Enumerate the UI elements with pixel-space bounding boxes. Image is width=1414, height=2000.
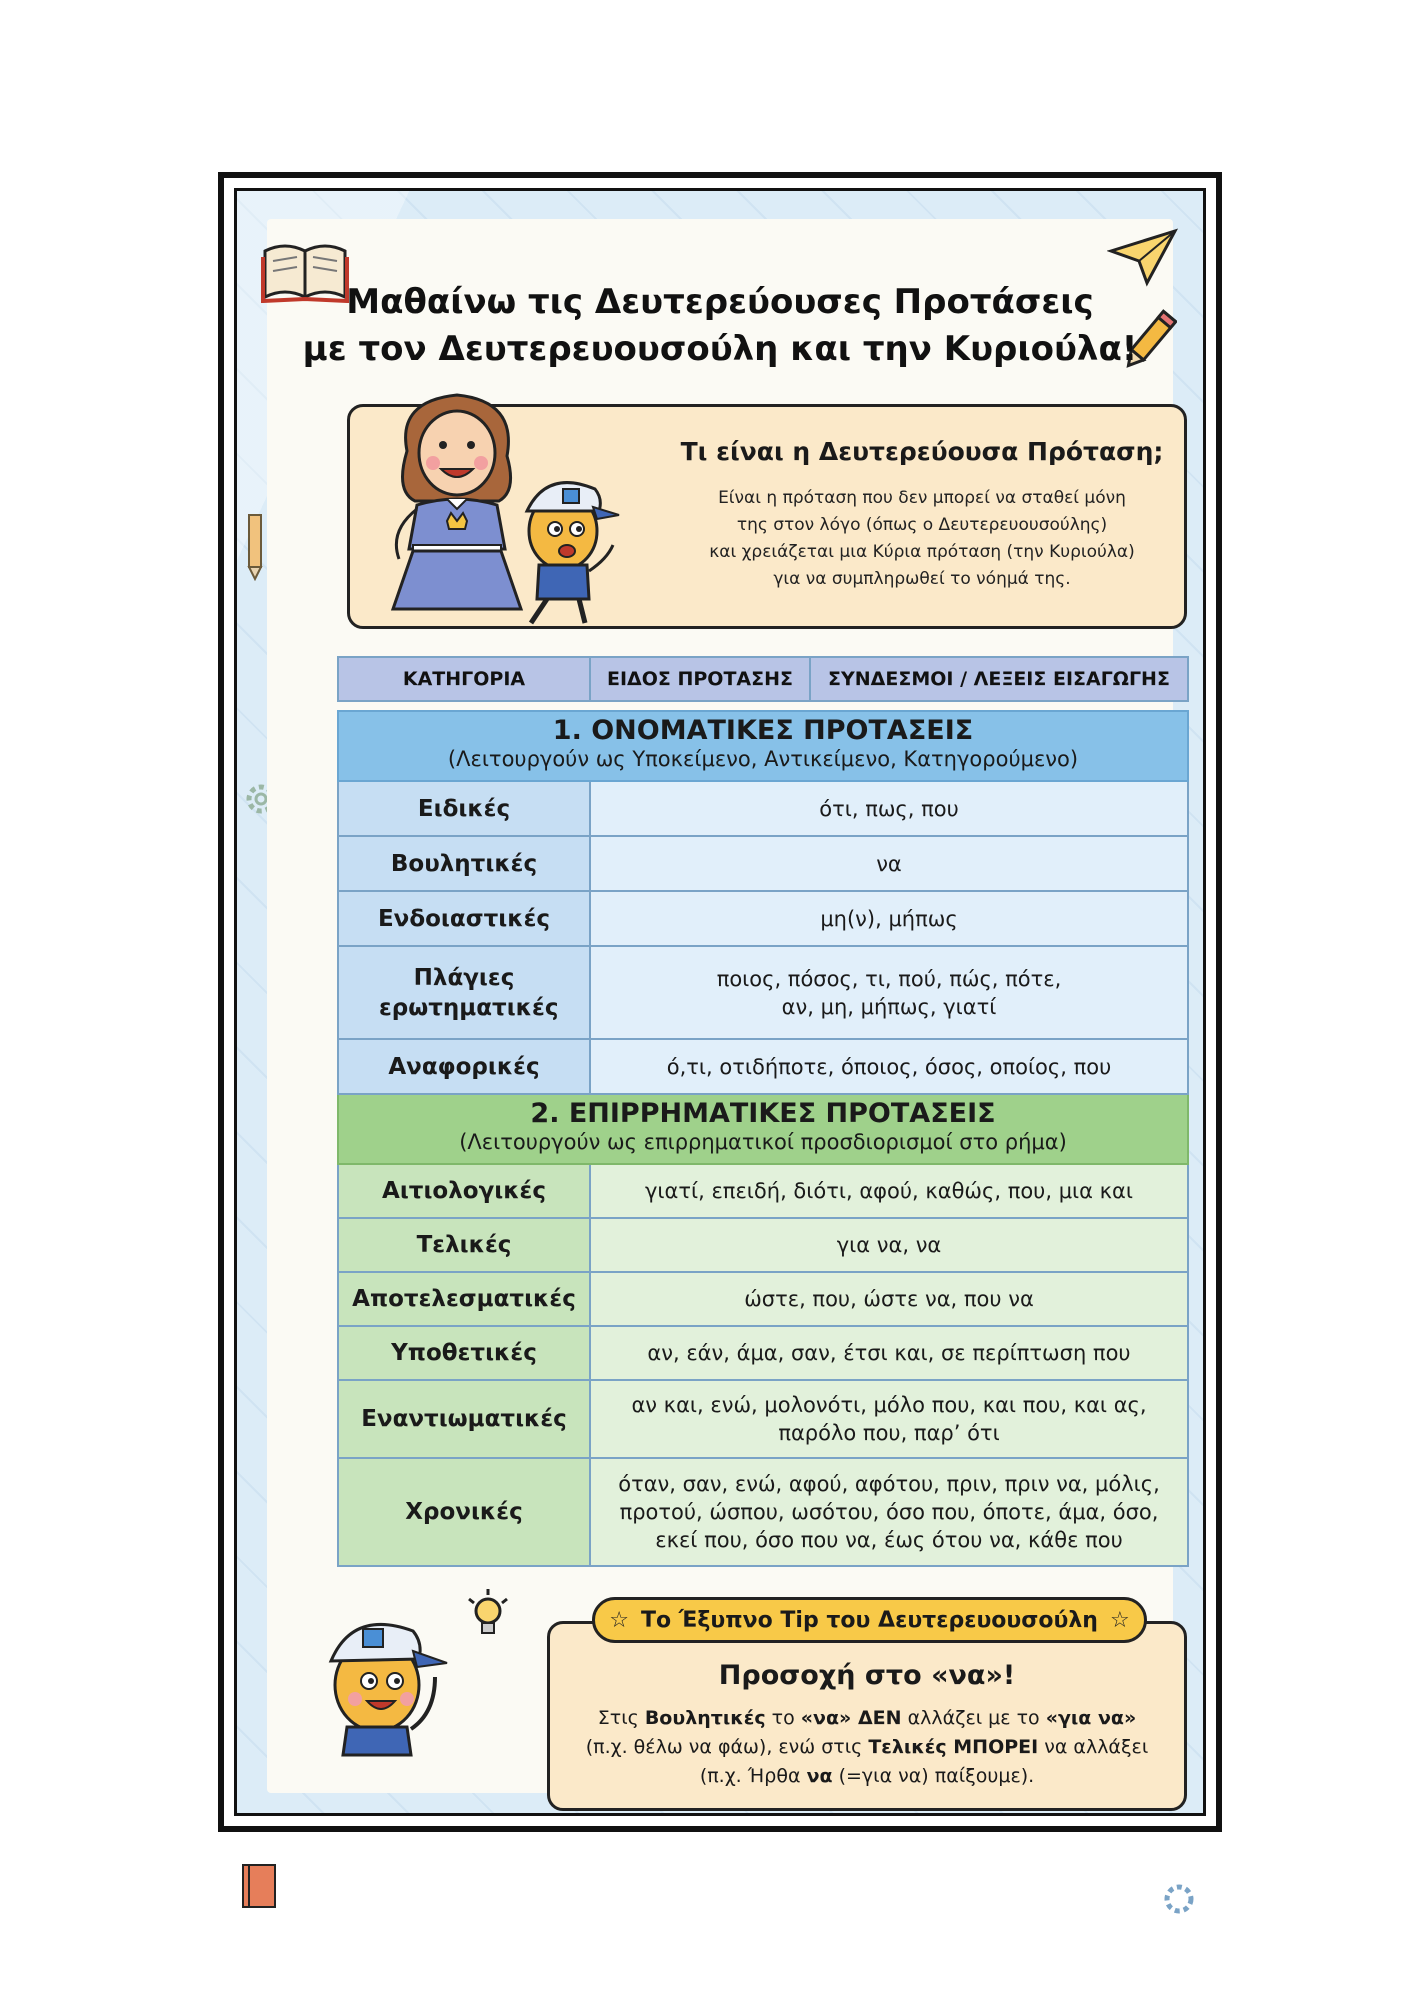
section-subtitle: (Λειτουργούν ως επιρρηματικοί προσδιορισμοί στο ρήμα): [459, 1130, 1067, 1154]
clause-category: Βουλητικές: [338, 836, 590, 891]
section-heading-row: [338, 1094, 1188, 1164]
tip-text-span: (π.χ. Ήρθα: [699, 1765, 807, 1787]
table-row: [338, 1380, 1188, 1458]
table-row: [338, 781, 1188, 836]
section-title: 1. ΟΝΟΜΑΤΙΚΕΣ ΠΡΟΤΑΣΕΙΣ: [552, 715, 974, 746]
clauses-table: [337, 656, 1189, 1567]
clause-conjunctions: μη(ν), μήπως: [590, 891, 1188, 946]
nominal-clauses-section: [338, 701, 1188, 1094]
lightbulb-icon: [463, 1587, 513, 1643]
clause-conjunctions: για να, να: [590, 1218, 1188, 1272]
tip-line-2: [568, 1733, 1166, 1762]
table-header-row: [338, 657, 1188, 701]
clause-conjunctions: ώστε, που, ώστε να, που να: [590, 1272, 1188, 1326]
section-heading-row: [338, 711, 1188, 781]
clause-category: Ενδοιαστικές: [338, 891, 590, 946]
intro-heading: Τι είναι η Δευτερεύουσα Πρόταση;: [680, 437, 1164, 466]
column-header-category: ΚΑΤΗΓΟΡΙΑ: [338, 657, 590, 701]
clause-conjunctions: αν και, ενώ, μολονότι, μόλο που, και που, και ας, παρόλο που, παρ’ ότι: [590, 1380, 1188, 1458]
section-subtitle: (Λειτουργούν ως Υποκείμενο, Αντικείμενο, Κατηγορούμενο): [447, 747, 1079, 771]
clause-category: Υποθετικές: [338, 1326, 590, 1380]
tip-text-emphasis: Βουλητικές: [644, 1707, 766, 1729]
tip-line-1: [568, 1704, 1166, 1733]
table-row: [338, 891, 1188, 946]
clause-category: Εναντιωματικές: [338, 1380, 590, 1458]
intro-text: Είναι η πρόταση που δεν μπορεί να σταθεί μόνη της στον λόγο (όπως ο Δευτερευουσούλης) και χρειάζεται μια Κύρια πρόταση (την Κυριούλα) για να συμπληρωθεί το νόημά της.: [709, 488, 1135, 589]
poster-border: [234, 188, 1206, 1816]
boy-character: [507, 459, 627, 629]
tip-line-3: [568, 1762, 1166, 1791]
tip-text-span: το: [765, 1707, 801, 1729]
tip-badge: [592, 1597, 1147, 1643]
clause-conjunctions: ό,τι, οτιδήποτε, όποιος, όσος, οποίος, που: [590, 1039, 1188, 1094]
clause-category: Αιτιολογικές: [338, 1164, 590, 1218]
column-header-conjunctions: ΣΥΝΔΕΣΜΟΙ / ΛΕΞΕΙΣ ΕΙΣΑΓΩΓΗΣ: [810, 657, 1188, 701]
clause-category: Τελικές: [338, 1218, 590, 1272]
notebook-icon: [239, 1861, 279, 1911]
gear-icon: [1161, 1881, 1197, 1917]
clause-conjunctions: ποιος, πόσος, τι, πού, πώς, πότε, αν, μη, μήπως, γιατί: [590, 946, 1188, 1039]
tip-text-emphasis: «να» ΔΕΝ: [800, 1707, 902, 1729]
clause-category: Αποτελεσματικές: [338, 1272, 590, 1326]
paper-plane-icon: [1107, 227, 1179, 287]
tip-text-span: (π.χ. θέλω να φάω), ενώ στις: [585, 1736, 869, 1758]
clause-category: Πλάγιες ερωτηματικές: [338, 946, 590, 1039]
tip-text-emphasis: να: [806, 1765, 833, 1787]
tip-text-emphasis: «για να»: [1045, 1707, 1137, 1729]
poster-title-line-1: Μαθαίνω τις Δευτερεύουσες Προτάσεις: [346, 282, 1094, 322]
clause-conjunctions: ότι, πως, που: [590, 781, 1188, 836]
table-row: [338, 1164, 1188, 1218]
tip-text-span: να αλλάξει: [1038, 1736, 1149, 1758]
table-row: [338, 1326, 1188, 1380]
section-title: 2. ΕΠΙΡΡΗΜΑΤΙΚΕΣ ΠΡΟΤΑΣΕΙΣ: [530, 1098, 996, 1129]
tip-callout: [547, 1621, 1187, 1811]
pencil-icon: [241, 511, 269, 581]
poster-title: [267, 279, 1173, 373]
column-header-clause-type: ΕΙΔΟΣ ΠΡΟΤΑΣΗΣ: [590, 657, 810, 701]
star-icon: ☆: [1109, 1607, 1130, 1633]
clause-category: Χρονικές: [338, 1458, 590, 1566]
tip-text-emphasis: Τελικές ΜΠΟΡΕΙ: [868, 1736, 1039, 1758]
tip-heading: Προσοχή στο «να»!: [718, 1660, 1016, 1691]
tip-text-span: (=για να) παίξουμε).: [832, 1765, 1035, 1787]
table-row: [338, 946, 1188, 1039]
star-icon: ☆: [609, 1607, 630, 1633]
clause-category: Ειδικές: [338, 781, 590, 836]
table-row: [338, 1218, 1188, 1272]
tip-text-span: Στις: [597, 1707, 645, 1729]
table-row: [338, 836, 1188, 891]
tip-badge-label: Το Έξυπνο Tip του Δευτερευουσούλη: [641, 1607, 1098, 1633]
tip-text: [568, 1704, 1166, 1791]
clause-conjunctions: όταν, σαν, ενώ, αφού, αφότου, πριν, πριν να, μόλις, προτού, ώσπου, ωσότου, όσο που, όποτε, άμα, όσο, εκεί που, όσο που να, έως ότου να, κάθε που: [590, 1458, 1188, 1566]
clause-conjunctions: αν, εάν, άμα, σαν, έτσι και, σε περίπτωση που: [590, 1326, 1188, 1380]
poster-frame: [218, 172, 1222, 1832]
tip-text-span: αλλάζει με το: [901, 1707, 1046, 1729]
poster-title-line-2: με τον Δευτερευουσούλη και την Κυριούλα!: [302, 329, 1138, 369]
clause-conjunctions: να: [590, 836, 1188, 891]
table-row: [338, 1272, 1188, 1326]
table-row: [338, 1458, 1188, 1566]
content-panel: [267, 219, 1173, 1793]
clause-category: Αναφορικές: [338, 1039, 590, 1094]
table-row: [338, 1039, 1188, 1094]
clause-conjunctions: γιατί, επειδή, διότι, αφού, καθώς, που, μια και: [590, 1164, 1188, 1218]
adverbial-clauses-section: [338, 1094, 1188, 1566]
